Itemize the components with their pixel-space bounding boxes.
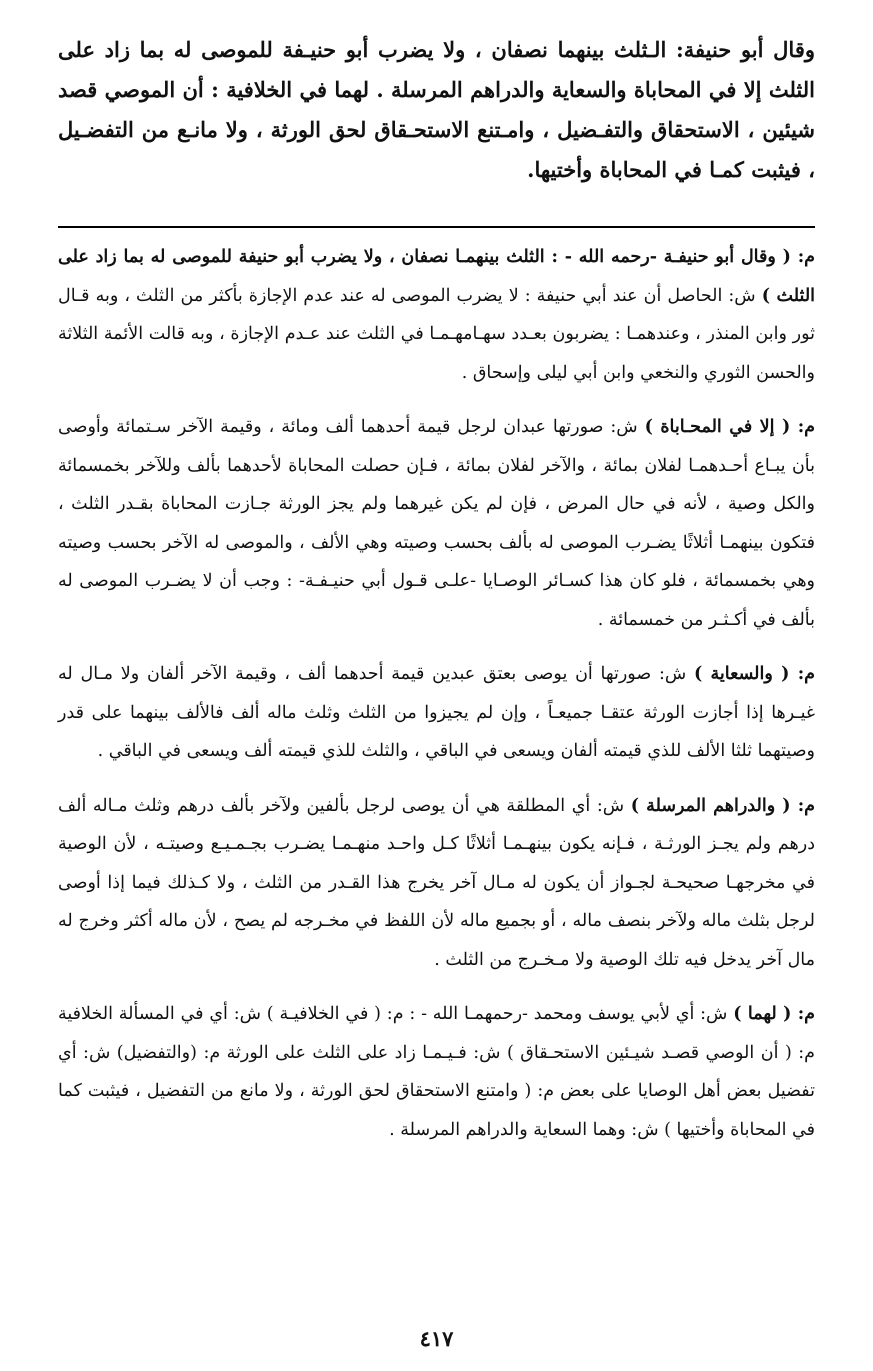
book-page: [58, 30, 815, 1351]
main-text: وقال أبو حنيفة: الـثلث بينهما نصفان ، ولا يضرب أبو حنيـفة للموصى له بما زاد على الثلث إلا في المحاباة والسعاية والدراهم المرسلة . لهما في الخلافية : أن الموصي قصد شيئين ، الاستحقاق والتفـضيل ، وامـتنع الاستحـقاق لحق الورثة ، ولا مانـع من التفضـيل ، فيثبت كمـا في المحاباة وأختيها.: [58, 37, 815, 182]
commentary-quote: م: ( والدراهم المرسلة ): [630, 795, 815, 816]
commentary-quote: م: ( لهما ): [733, 1004, 815, 1024]
commentary-text: ش: صورتها أن يوصى بعتق عبدين قيمة أحدهما ألف ، وقيمة الآخر ألفان ولا مـال له غيـرها إذا أجازت الورثة عتقـا جميعـاً ، وإن لم يجيزوا من الثلث وثلث ماله ألف فالألف بينهما على قدر وصيتهما ثلثا الألف للذي قيمته ألفان ويسعى في الباقي ، والثلث للذي قيمته ألف ويسعى في الباقي .: [58, 664, 815, 761]
commentary-text: ش: صورتها عبدان لرجل قيمة أحدهما ألف ومائة ، وقيمة الآخر سـتمائة وأوصى بأن يبـاع أحـدهمـا لفلان بمائة ، والآخر لفلان بمائة ، فـإن حصلت المحاباة لأحدهما بألف وللآخر بخمسمائة والكل وصية ، لأنه في حال المرض ، فإن لم يكن غيرهما ولم يجز الورثة جـازت المحاباة بقـدر الثلث ، فتكون بينهمـا أثلاثًا يضـرب الموصى له بألف بحسب وصيته وهي الألف ، والموصى له الآخر بحسب وصيته وهي بخمسمائة ، فلو كان هذا كسـائر الوصـايا -علـى قـول أبي حنيـفـة- : وجب أن لا يضـرب الموصى له بألف في أكـثـر من خمسمائة .: [58, 417, 815, 630]
commentary-paragraph: [58, 995, 815, 1149]
commentary-paragraph: [58, 408, 815, 639]
commentary-text: ش: أي المطلقة هي أن يوصى لرجل بألفين ولآخر بألف درهم وثلث مـاله ألف درهم ولم يجـز الورثـة ، فـإنه يكون بينهـمـا أثلاثًا كـل واحـد منهـمـا يضـرب بجـمـيـع وصيتـه ، لأن الوصية في مخرجهـا صحيحـة لجـواز أن يكون له مـال آخر يخرج هذا القـدر من الثلث ، ولا كـذلك فيما إذا أوصى لرجل بثلث ماله ولآخر بنصف ماله ، أو بجميع ماله لأن اللفظ في مخـرجه لم يصح ، لأن ماله أكثر وخرج له مال آخر يدخل فيه تلك الوصية ولا مـخـرج من الثلث .: [58, 795, 815, 970]
commentary-paragraph: [58, 787, 815, 980]
commentary-section: [58, 238, 815, 1149]
commentary-quote: م: ( والسعاية ): [693, 664, 815, 684]
commentary-quote: م: ( إلا في المحـاباة ): [644, 417, 815, 437]
commentary-paragraph: [58, 655, 815, 771]
commentary-text: ش: الحاصل أن عند أبي حنيفة : لا يضرب الموصى له عند عدم الإجازة بأكثر من الثلث ، وبه قـال ثور وابن المنذر ، وعندهمـا : يضربون بعـدد سهـامهـمـا في الثلث عند عـدم الإجازة ، وبه قالت الأئمة الثلاثة والحسن الثوري والنخعي وابن أبي ليلى وإسحاق .: [58, 285, 815, 383]
commentary-text: ش: أي لأبي يوسف ومحمد -رحمهمـا الله - : م: ( في الخلافيـة ) ش: أي في المسألة الخلافية م: ( أن الوصي قصـد شيـئين الاستحـقاق ) ش: فـيـمـا زاد على الثلث على الورثة م: (والتفضيل) ش: أي تفضيل بعض أهل الوصايا على بعض م: ( وامتنع الاستحقاق لحق الورثة ، ولا مانع من التفضيل ، فيثبت كما في المحاباة وأختيها ) ش: وهما السعاية والدراهم المرسلة .: [58, 1004, 815, 1140]
page-number: ٤١٧: [419, 1326, 454, 1351]
commentary-quote: م: ( وقال أبو حنيفـة -رحمه الله - : الثلث بينهمـا نصفان ، ولا يضرب أبو حنيفة للموصى له بما زاد على الثلث ): [58, 247, 816, 306]
commentary-paragraph: [58, 238, 815, 392]
footnote-divider: [58, 226, 815, 228]
